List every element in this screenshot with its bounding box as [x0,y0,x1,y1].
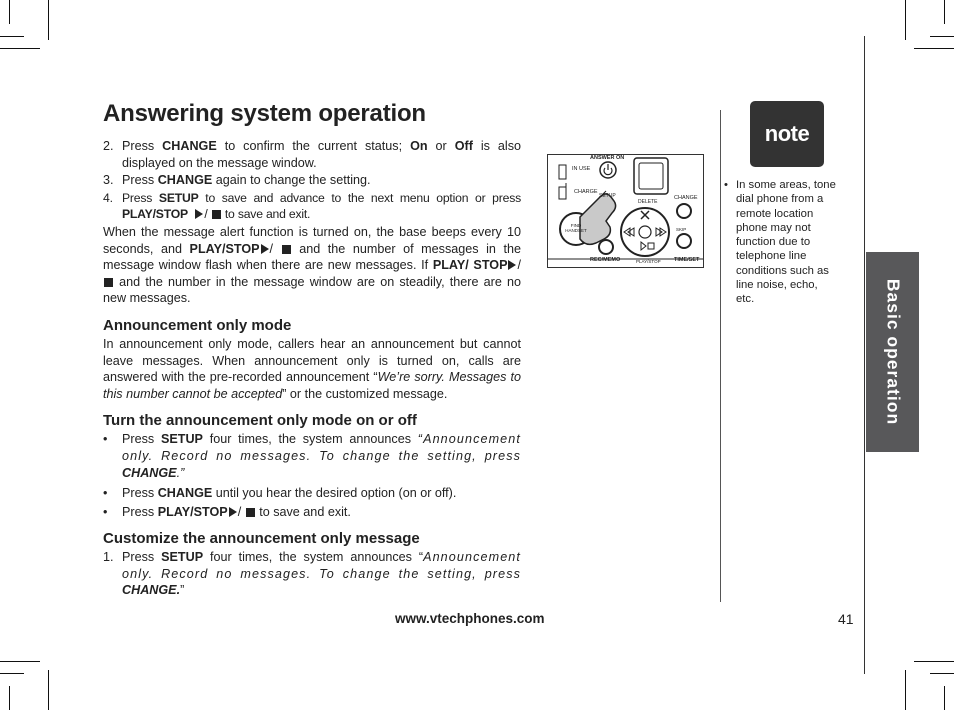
para-text: In announcement only mode, callers hear an announcement but cannot leave messages. When announcement only is turned on, calls are answered with the pre-recorded announcement “ [103,336,521,385]
announcement-paragraph [103,336,521,402]
crop-mark [0,673,24,674]
key-name: PLAY/STOP [157,504,228,519]
key-name: CHANGE. [122,583,181,598]
label-answer-on: ANSWER ON [590,155,625,161]
step-number: 1. [103,550,114,565]
section-heading: Customize the announcement only message [103,530,420,548]
step-text: to save and advance to the next menu option or press [198,190,521,205]
step-text: until you hear the desired option (on or off). [212,486,457,501]
step-item [103,138,521,171]
note-list [724,178,836,308]
slash: / [517,258,521,273]
crop-mark [944,686,945,710]
column-divider [720,110,721,602]
para-text: and the number in the message window are on steadily, there are no new messages. [103,274,521,306]
side-rule [864,36,865,674]
section-heading: Announcement only mode [103,316,292,334]
key-name: On [410,139,428,153]
key-name: SETUP [158,190,199,205]
crop-mark [905,670,906,710]
key-name: CHANGE [157,486,213,501]
crop-mark [914,661,954,662]
bullet-item [103,485,521,502]
page-title: Answering system operation [103,100,426,127]
step-text: Press [122,504,158,519]
step-text: to save and exit. [221,207,311,222]
key-name: Off [454,139,473,153]
quoted-text: .” [176,465,185,480]
key-name: PLAY/ STOP [432,258,508,273]
crop-mark [944,0,945,24]
main-column [103,138,521,600]
stop-icon [246,508,255,517]
label-change: CHANGE [674,195,698,201]
label-delete: DELETE [638,199,658,205]
step-text: or [427,139,455,153]
step-text: four times, the system announces “ [203,550,424,565]
step-number: 4. [103,190,113,205]
note-icon: note [750,101,824,167]
step-number: 3. [103,173,114,188]
label-rec-memo: REC/MEMO [590,257,621,263]
crop-mark [9,0,10,24]
key-name: CHANGE [162,139,217,153]
step-item [103,190,521,223]
quoted-text: “Announcement only. Record no messages. To change the setting, press [122,432,521,463]
bullet-item [103,431,521,481]
play-icon [261,244,269,254]
stop-icon [282,245,291,254]
footer-url: www.vtechphones.com [395,611,545,626]
quoted-text: Announcement only. Record no messages. To change the setting, press [122,550,521,581]
bullet-mark: • [103,504,108,519]
step-text: Press [122,190,159,205]
step-text: is also displayed on the message window. [122,139,522,170]
key-name: CHANGE [157,173,213,188]
step-text: Press [122,486,158,501]
section-heading: Turn the announcement only mode on or off [103,412,417,430]
crop-mark [0,36,24,37]
crop-mark [914,48,954,49]
para-text: When the message alert function is turned on, the base beeps every 10 seconds, and [103,224,521,256]
quoted-text: We’re sorry. Messages to this number cannot be accepted [103,370,522,401]
bullet-mark: • [103,486,108,501]
stop-icon [104,278,113,287]
step-text: four times, the system announces [202,432,418,447]
crop-mark [9,686,10,710]
step-text: Press [122,432,161,447]
key-name: CHANGE [122,465,177,480]
slash: / [237,504,242,519]
page-number: 41 [838,611,854,627]
label-play-stop: PLAY/STOP [636,259,661,264]
step-text: Press [122,173,158,188]
label-setup: SETUP [599,193,616,199]
crop-mark [905,0,906,40]
crop-mark [0,48,40,49]
section-tab [866,252,919,452]
para-text: ” or the customized message. [282,386,448,401]
crop-mark [930,673,954,674]
step-item [103,549,521,599]
key-name: SETUP [160,432,203,447]
play-icon [195,209,203,219]
label-time-set: TIME/SET [674,257,700,263]
crop-mark [0,661,40,662]
crop-mark [930,36,954,37]
stop-icon [212,210,221,219]
key-name: PLAY/STOP [122,207,188,222]
play-icon [229,507,237,517]
label-in-use: IN USE [572,166,591,172]
bullet-mark: • [724,179,728,191]
para-text: and the number of messages in the message window flash when there are new messages. If [103,241,521,273]
step-item [103,172,521,189]
base-unit-illustration [547,154,704,268]
section-tab-label: Basic operation [883,278,903,426]
alert-paragraph [103,224,521,307]
bullet-mark: • [103,432,108,447]
label-charge: CHARGE [574,189,598,195]
step-text: Press [122,550,162,565]
label-skip: SKIP [676,227,687,232]
step-text: to confirm the current status; [216,139,411,153]
play-icon [508,260,516,270]
crop-mark [48,0,49,40]
slash: / [204,207,208,222]
step-text: Press [122,139,163,153]
bullet-item [103,504,521,521]
step-number: 2. [103,139,114,153]
key-name: SETUP [161,550,204,565]
slash: / [269,241,274,256]
note-item [724,178,836,307]
crop-mark [48,670,49,710]
note-text: In some areas, tone dial phone from a remote location phone may not function due to telephone line conditions such as line noise, echo, etc. [736,179,836,306]
label-find-handset: FIND HANDSET [565,223,587,233]
key-name: PLAY/STOP [189,241,260,256]
step-text: to save and exit. [255,504,351,519]
quoted-text: ” [180,583,185,598]
step-text: again to change the setting. [212,173,371,188]
